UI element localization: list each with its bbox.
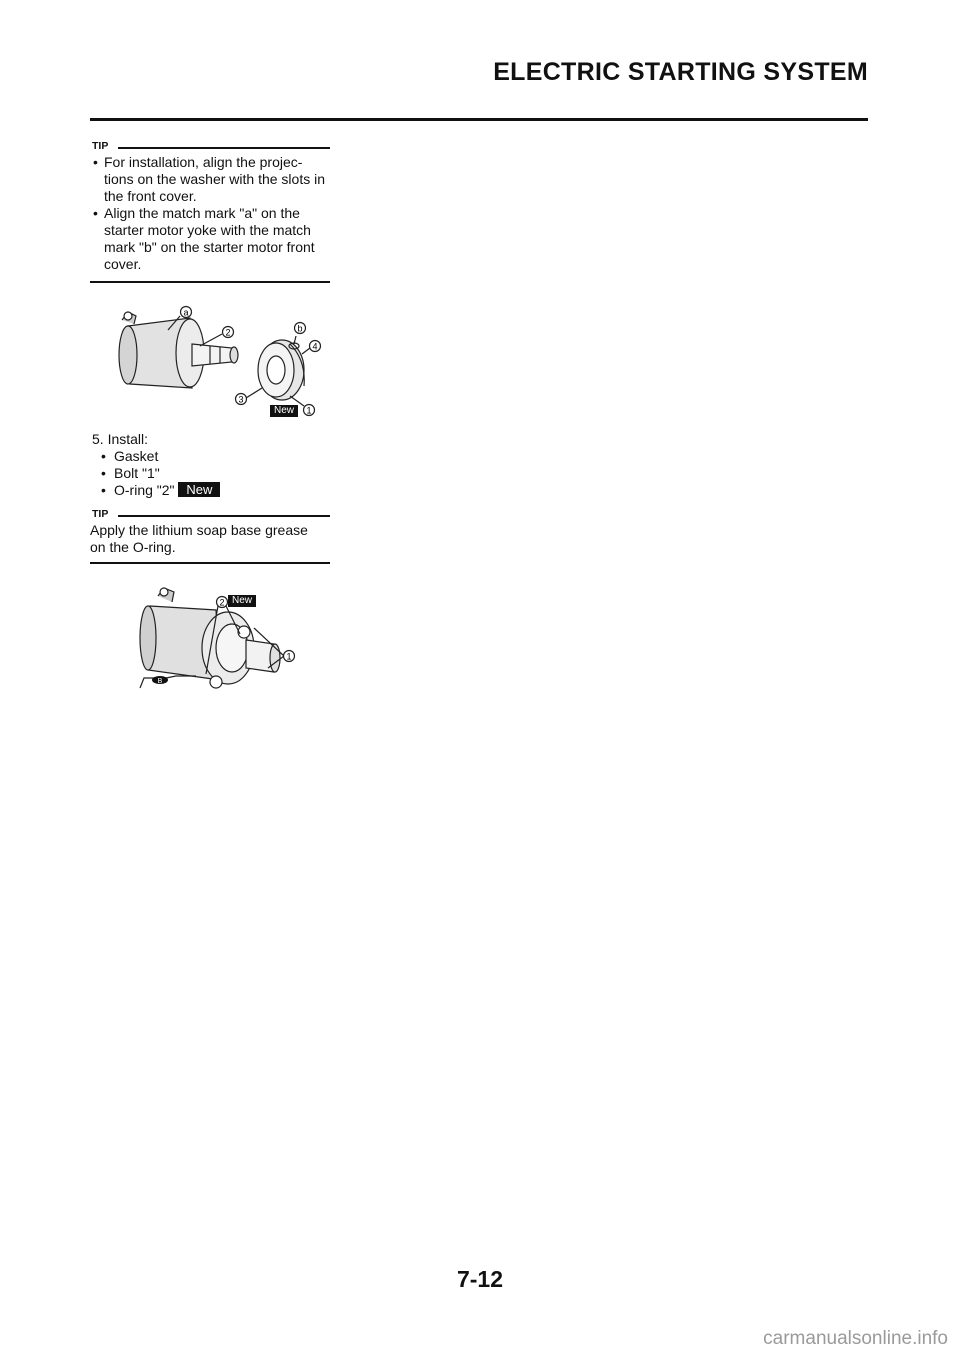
tip-line: Apply the lithium soap base grease (90, 522, 308, 538)
tip-line: Align the match mark "a" on the (104, 205, 300, 221)
callout-2: 2 (219, 597, 225, 608)
callout-a: a (183, 307, 189, 318)
tip-text (90, 522, 330, 556)
callout-1: 1 (306, 405, 312, 416)
callout-b: b (297, 323, 303, 334)
tip-line: starter motor yoke with the match (104, 222, 311, 238)
install-item: Bolt "1" (114, 465, 160, 481)
tip-line: mark "b" on the starter motor front (104, 239, 315, 255)
tip-end-rule (90, 562, 330, 564)
step-heading: 5. Install: (92, 431, 149, 447)
callout-2: 2 (225, 327, 231, 338)
header-rule (90, 118, 868, 121)
starter-motor-oring-figure (136, 576, 316, 696)
page-title: ELECTRIC STARTING SYSTEM (493, 58, 868, 86)
callout-3: 3 (238, 394, 244, 405)
tip-line: the front cover. (104, 188, 197, 204)
bullet: • (93, 205, 98, 221)
bullet: • (93, 154, 98, 170)
callout-1: 1 (286, 651, 292, 662)
tip-line: For installation, align the projec- (104, 154, 303, 170)
tip-line: tions on the washer with the slots in (104, 171, 326, 187)
tip-rule (118, 147, 330, 149)
callout-4: 4 (312, 341, 318, 352)
watermark: carmanualsonline.info (763, 1328, 948, 1349)
new-badge: New (270, 405, 298, 417)
tip-label: TIP (92, 508, 109, 520)
bullet: • (101, 482, 106, 498)
page-number: 7-12 (456, 1266, 504, 1292)
tip-label: TIP (92, 140, 109, 152)
bullet: • (101, 448, 106, 464)
install-item: O-ring "2" (114, 482, 175, 498)
tip-header (90, 140, 330, 154)
grease-icon: B (157, 678, 163, 685)
new-badge: New (228, 595, 256, 607)
starter-motor-exploded-figure (110, 296, 340, 426)
tip-end-rule (90, 281, 330, 283)
install-item-row (114, 482, 220, 499)
tip-rule (118, 515, 330, 517)
tip-line: cover. (104, 256, 142, 272)
new-badge: New (178, 482, 220, 497)
tip-text (104, 154, 334, 273)
tip-header (90, 508, 330, 522)
bullet: • (101, 465, 106, 481)
tip-line: on the O-ring. (90, 539, 176, 555)
install-item: Gasket (114, 448, 159, 464)
